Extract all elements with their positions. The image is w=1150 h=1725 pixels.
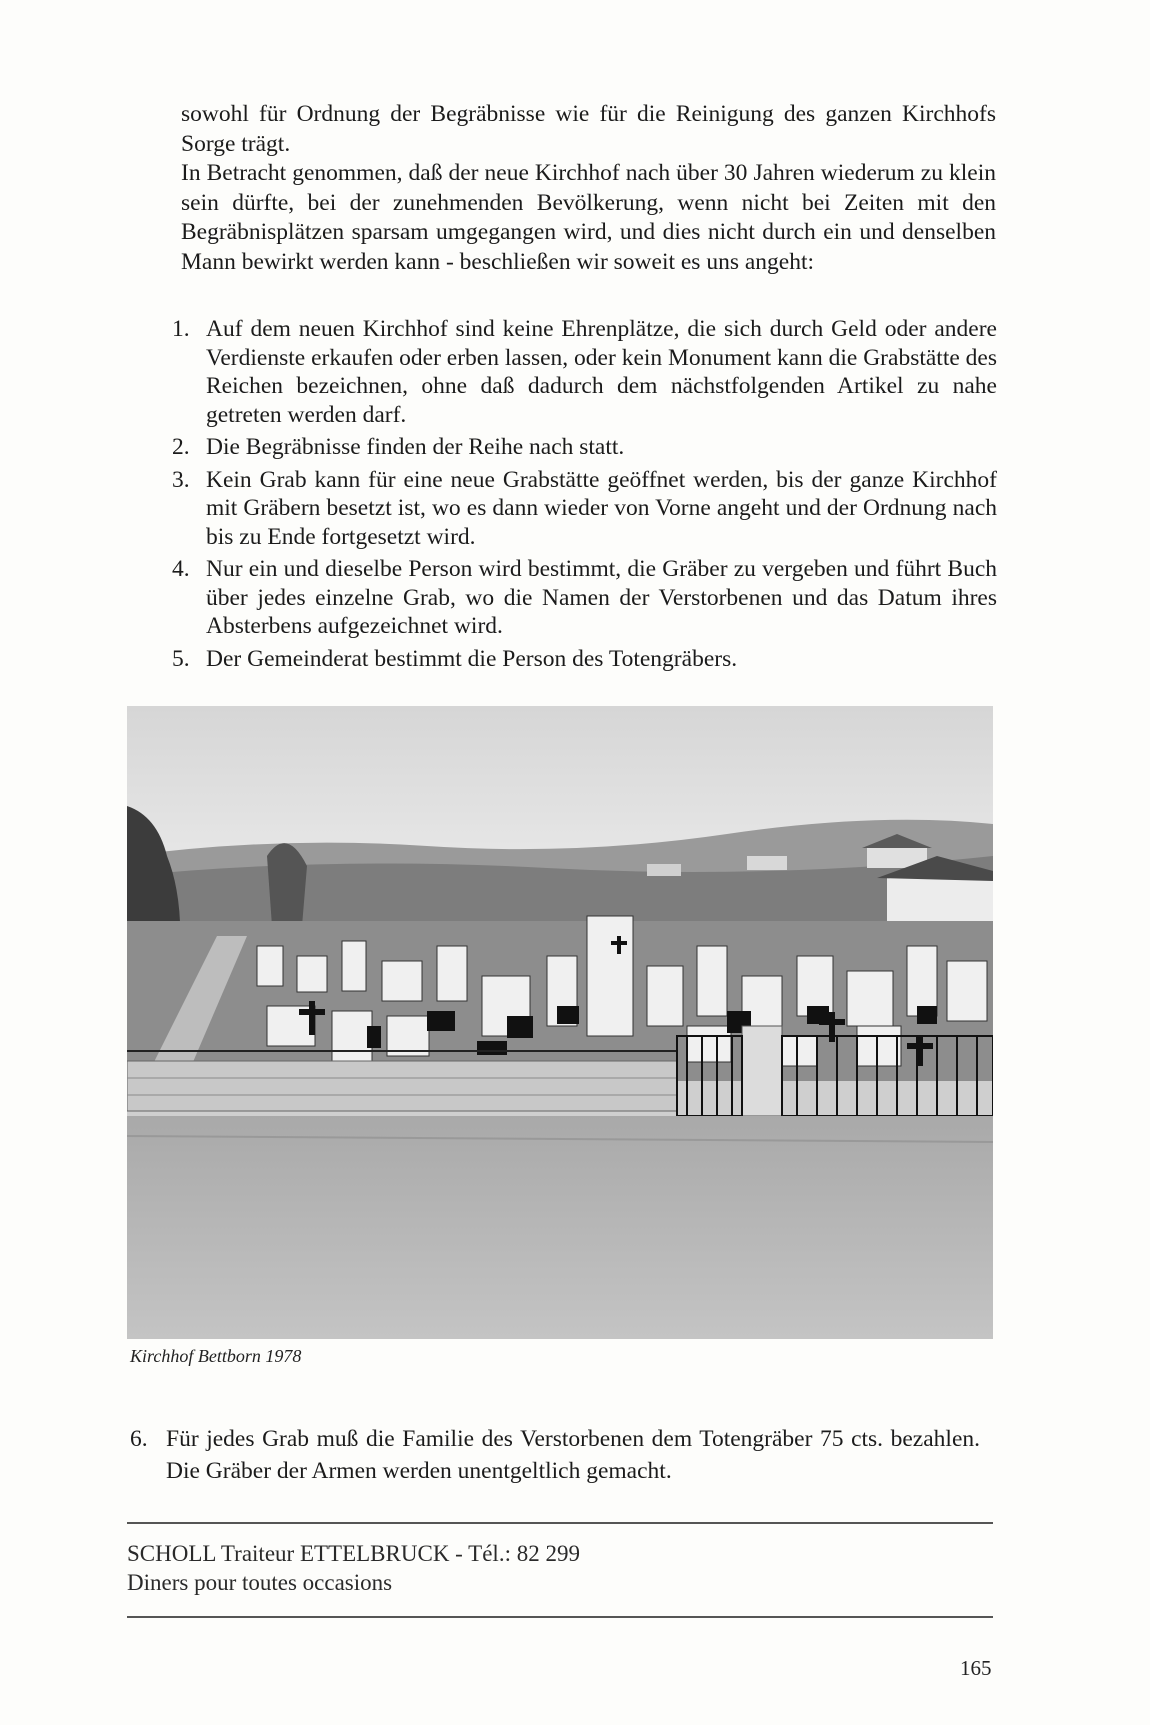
item-text: Nur ein und dieselbe Person wird bestimmt, die Gräber zu vergeben und führt Buch über jedes einzelne Grab, wo die Namen der Verstorbenen und das Datum ihres Absterbens aufgezeichnet wird.	[206, 556, 997, 639]
item-number: 4.	[172, 556, 190, 582]
list-item	[130, 1423, 980, 1491]
divider	[127, 1616, 993, 1618]
cemetery-photo	[127, 706, 993, 1339]
advertisement	[127, 1539, 580, 1597]
item-text: Die Begräbnisse finden der Reihe nach statt.	[206, 434, 625, 460]
item-number: 1.	[172, 316, 190, 342]
regulation-list	[172, 315, 997, 677]
item-text: Kein Grab kann für eine neue Grabstätte geöffnet werden, bis der ganze Kirchhof mit Gräbern besetzt ist, wo es dann wieder von Vorne angeht und der Ordnung nach bis zu Ende fortgesetzt wird.	[206, 466, 997, 550]
photo-caption: Kirchhof Bettborn 1978	[130, 1346, 302, 1366]
page-number: 165	[960, 1656, 992, 1680]
item-number: 3.	[172, 466, 190, 493]
list-item	[172, 555, 997, 641]
cemetery-photo-illustration	[127, 706, 993, 1339]
item-text: Auf dem neuen Kirchhof sind keine Ehrenplätze, die sich durch Geld oder andere Verdienste erkaufen oder erben lassen, oder kein Monument kann die Grabstätte des Reichen bezeichnen, ohne daß dadurch dem nächstfolgenden Artikel zu nahe getreten werden darf.	[206, 316, 997, 428]
intro-line: sowohl für Ordnung der Begräbnisse wie für die Reinigung des ganzen Kirchhofs Sorge trägt.	[181, 101, 996, 157]
ad-line: Diners pour toutes occasions	[127, 1570, 393, 1595]
list-item	[172, 645, 997, 674]
list-item	[172, 315, 997, 429]
divider	[127, 1522, 993, 1524]
item-number: 2.	[172, 434, 190, 460]
ad-line: SCHOLL Traiteur ETTELBRUCK - Tél.: 82 299	[127, 1541, 580, 1566]
intro-text	[181, 100, 996, 277]
item-number: 5.	[172, 645, 190, 672]
item-text: Für jedes Grab muß die Familie des Verstorbenen dem Totengräber 75 cts. bezahlen. Die Gräber der Armen werden unentgeltlich gemacht.	[166, 1426, 980, 1484]
item-number: 6.	[130, 1426, 148, 1452]
list-item	[172, 466, 997, 552]
list-item	[172, 433, 997, 462]
intro-paragraph: In Betracht genommen, daß der neue Kirchhof nach über 30 Jahren wiederum zu klein sein dürfte, bei der zunehmenden Bevölkerung, wenn nicht bei Zeiten mit den Begräbnisplätzen sparsam umgegangen wird, und dies nicht durch ein und denselben Mann bewirkt werden kann - beschließen wir soweit es uns angeht:	[181, 160, 996, 275]
item-text: Der Gemeinderat bestimmt die Person des Totengräbers.	[206, 645, 738, 672]
list-item-row	[130, 1423, 980, 1487]
